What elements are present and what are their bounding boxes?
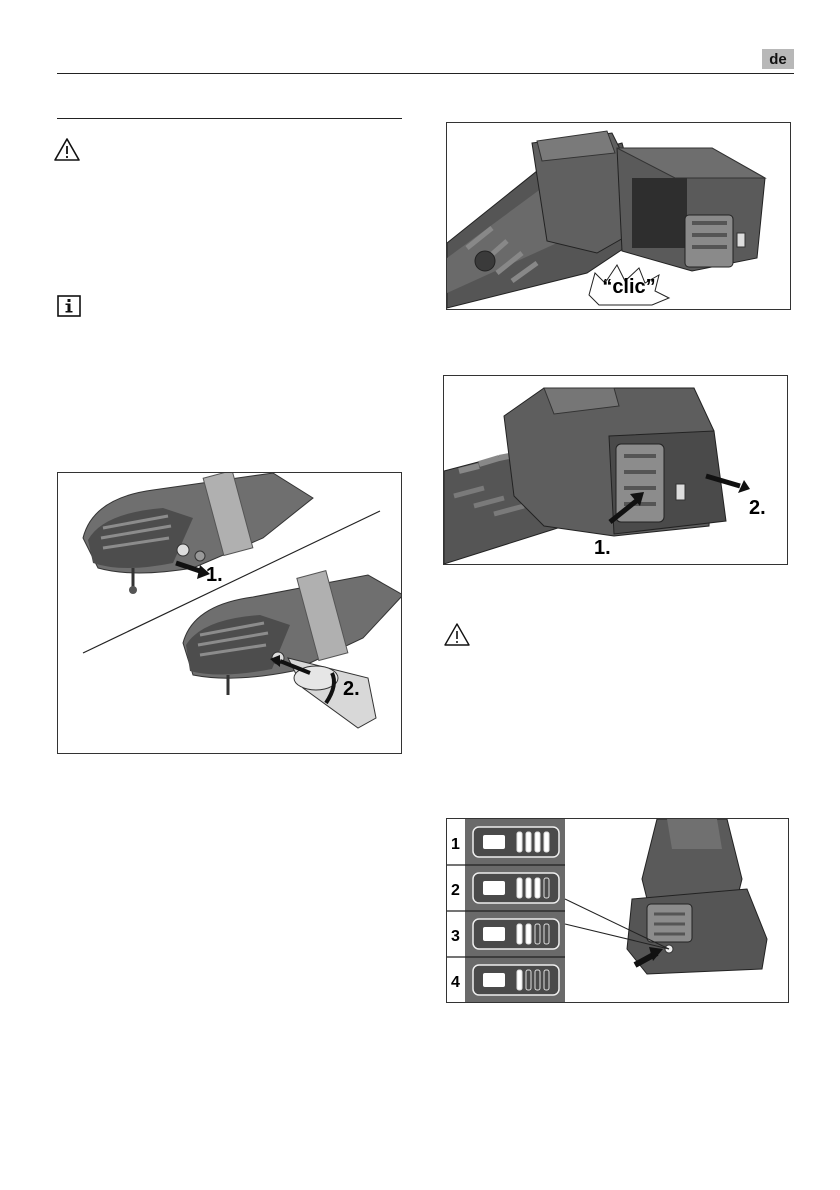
charge-bar xyxy=(535,878,540,898)
battery-icon xyxy=(483,973,505,987)
warning-triangle-icon xyxy=(53,137,81,162)
figure-battery-remove xyxy=(443,375,788,565)
charge-bar xyxy=(526,878,531,898)
charge-bar xyxy=(526,924,531,944)
battery-icon xyxy=(483,881,505,895)
charge-bar xyxy=(544,832,549,852)
figure-charge-levels xyxy=(446,818,789,1003)
info-icon xyxy=(57,295,81,317)
remove-step-2-label: 2. xyxy=(749,497,766,519)
remove-step-1-label: 1. xyxy=(594,537,611,559)
charge-bar xyxy=(517,878,522,898)
charge-bar xyxy=(517,970,522,990)
figure-side-handle xyxy=(57,472,402,754)
language-badge: de xyxy=(762,49,794,69)
charge-bar xyxy=(535,832,540,852)
section-rule xyxy=(57,118,402,119)
charge-bar xyxy=(517,924,522,944)
step-1-label: 1. xyxy=(206,564,223,586)
charge-bar xyxy=(517,832,522,852)
charge-level-label-1: 1 xyxy=(451,836,460,853)
figure-battery-insert xyxy=(446,122,791,310)
click-sound-label: “clic” xyxy=(602,276,656,298)
warning-triangle-icon-2 xyxy=(443,622,471,647)
battery-icon xyxy=(483,835,505,849)
header-rule xyxy=(57,73,794,74)
charge-level-label-3: 3 xyxy=(451,928,460,945)
step-2-label: 2. xyxy=(343,678,360,700)
charge-level-label-4: 4 xyxy=(451,974,460,991)
battery-icon xyxy=(483,927,505,941)
charge-bar xyxy=(526,832,531,852)
charge-level-label-2: 2 xyxy=(451,882,460,899)
